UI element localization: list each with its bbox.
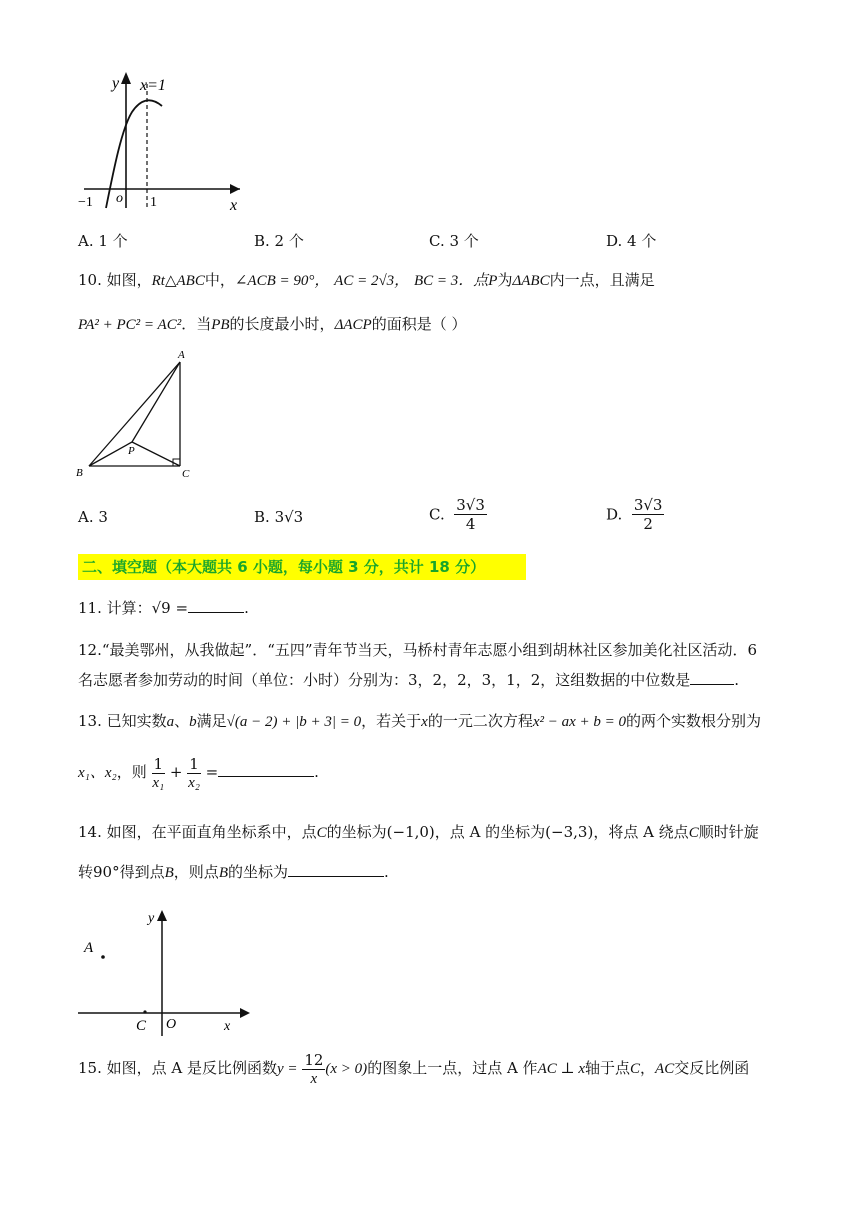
q10-line1: 10. 如图，Rt△ABC中，∠ACB = 90°， AC = 2√3， BC = 3．点P为ΔABC内一点，且满足 — [78, 271, 655, 289]
origin-label: o — [116, 191, 123, 206]
q9-option-b[interactable]: B. 2 个 — [254, 232, 304, 250]
q14-line1: 14. 如图，在平面直角坐标系中，点C的坐标为(−1,0)，点 A 的坐标为(−3,3)，将点 A 绕点C顺时针旋 — [78, 823, 759, 841]
q9-option-c[interactable]: C. 3 个 — [429, 232, 479, 250]
triangle-figure — [72, 344, 202, 480]
q10-option-d-fraction: $\frac{3√3}{2}$ — [633, 496, 663, 533]
point-p-label: P — [128, 445, 135, 457]
fig14-x-label: x — [224, 1019, 231, 1034]
q15-line1: 15. 如图，点 A 是反比例函数y = $\frac{12}{x}$ (x > 0)的图象上一点，过点 A 作AC ⊥ x轴于点C，AC交反比例函 — [78, 1050, 750, 1087]
fig14-origin-label: O — [166, 1017, 177, 1032]
q10-line2: PA² + PC² = AC²．当PB的长度最小时，ΔACP的面积是（ ） — [78, 315, 467, 333]
q11: 11. 计算：√9 = . — [78, 599, 249, 617]
q11-answer-blank[interactable] — [188, 598, 244, 613]
q10-option-c-fraction: $\frac{3√3}{4}$ — [456, 496, 485, 533]
y-axis-label: y — [112, 75, 120, 92]
q10-option-a[interactable]: A. 3 — [78, 508, 108, 526]
symmetry-axis-label: x=1 — [140, 77, 166, 94]
vertex-b-label: B — [76, 467, 83, 479]
q14-line2: 转90°得到点B，则点B的坐标为 . — [78, 863, 389, 881]
vertex-c-label: C — [182, 468, 190, 480]
q15-fraction: $\frac{12}{x}$ — [304, 1050, 324, 1087]
q12-answer-blank[interactable] — [690, 670, 734, 685]
x-axis-label: x — [230, 197, 238, 214]
parabola-figure — [70, 68, 250, 216]
q9-option-a[interactable]: A. 1 个 — [78, 232, 128, 250]
q13-fraction-1: $\frac{1}{\text{x₁}}$ — [152, 754, 165, 791]
q10-option-c[interactable]: C. $\frac{3√3}{4}$ — [429, 496, 485, 533]
q13-fraction-2: $\frac{1}{\text{x₂}}$ — [188, 754, 200, 791]
tick-neg-one: −1 — [78, 195, 93, 210]
coordinate-figure — [74, 906, 254, 1038]
q14-answer-blank[interactable] — [288, 862, 384, 877]
fig14-y-label: y — [148, 911, 155, 926]
q10-option-d[interactable]: D. $\frac{3√3}{2}$ — [606, 496, 663, 533]
fig14-point-c-label: C — [136, 1018, 147, 1034]
q13-answer-blank[interactable] — [218, 762, 314, 777]
q13-line2: x₁、x₂，则 $\frac{1}{\text{x₁}}$ + $\frac{1}{\text{x₂}}$ = . — [78, 754, 319, 791]
q10-option-b[interactable]: B. 3√3 — [254, 508, 304, 526]
tick-one: 1 — [150, 195, 157, 210]
q12-line2: 名志愿者参加劳动的时间（单位：小时）分别为：3，2，2，3，1，2，这组数据的中位数是 . — [78, 671, 740, 689]
fig14-point-a-label: A — [84, 940, 94, 956]
section-heading-fill-in: 二、填空题（本大题共 6 小题，每小题 3 分，共计 18 分） — [78, 554, 526, 580]
vertex-a-label: A — [178, 349, 185, 361]
q13-line1: 13. 已知实数a、b满足√(a − 2) + |b + 3| = 0，若关于x的一元二次方程x² − ax + b = 0的两个实数根分别为 — [78, 712, 762, 730]
q12-line1: 12.“最美鄂州，从我做起”．“五四”青年节当天，马桥村青年志愿小组到胡林社区参加美化社区活动．6 — [78, 641, 758, 659]
q9-option-d[interactable]: D. 4 个 — [606, 232, 657, 250]
